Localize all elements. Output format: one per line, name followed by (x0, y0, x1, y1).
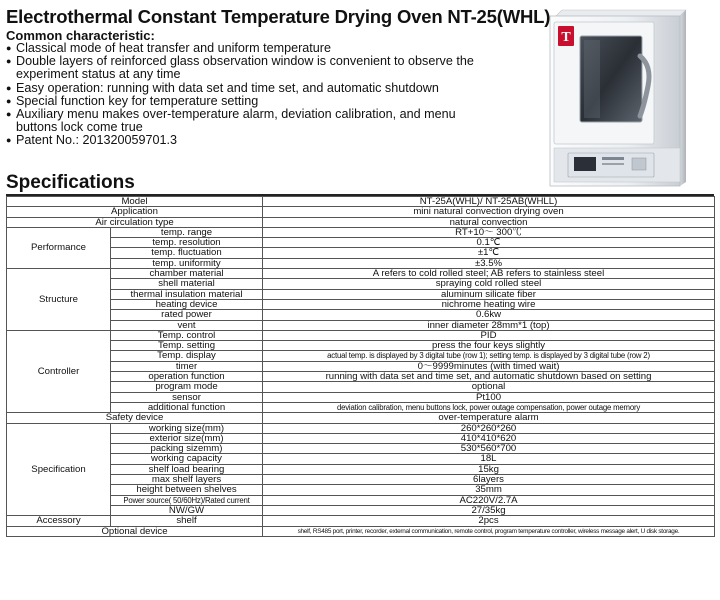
feature-item: ● Special function key for temperature setting (6, 95, 486, 108)
spec-value: inner diameter 28mm*1 (top) (263, 320, 715, 330)
spec-value: AC220V/2.7A (263, 495, 715, 505)
table-row (7, 330, 715, 340)
spec-label: Temp. display (111, 351, 263, 361)
table-row (7, 217, 715, 227)
table-row (7, 258, 715, 268)
table-row (7, 289, 715, 299)
table-row (7, 444, 715, 454)
feature-list (6, 42, 486, 148)
spec-value: NT-25A(WHL)/ NT-25AB(WHLL) (263, 197, 715, 207)
spec-label: temp. resolution (111, 238, 263, 248)
table-row (7, 402, 715, 412)
spec-value: Pt100 (263, 392, 715, 402)
table-row (7, 423, 715, 433)
spec-value: spraying cold rolled steel (263, 279, 715, 289)
table-row (7, 372, 715, 382)
table-row (7, 269, 715, 279)
spec-label: working size(mm) (111, 423, 263, 433)
table-row (7, 279, 715, 289)
spec-label: additional function (111, 402, 263, 412)
spec-value: 260*260*260 (263, 423, 715, 433)
table-row (7, 351, 715, 361)
spec-label: exterior size(mm) (111, 433, 263, 443)
spec-label: NW/GW (111, 505, 263, 515)
spec-label: Safety device (7, 413, 263, 423)
spec-label: rated power (111, 310, 263, 320)
spec-value: optional (263, 382, 715, 392)
spec-value: nichrome heating wire (263, 299, 715, 309)
spec-label: packing sizemm) (111, 444, 263, 454)
table-row (7, 197, 715, 207)
table-row (7, 495, 715, 505)
spec-value: natural convection (263, 217, 715, 227)
spec-value: PID (263, 330, 715, 340)
spec-label: operation function (111, 372, 263, 382)
section-subheading: Common characteristic: (6, 28, 155, 43)
spec-value: 2pcs (263, 516, 715, 526)
table-row (7, 361, 715, 371)
table-row (7, 207, 715, 217)
spec-value: 530*560*700 (263, 444, 715, 454)
table-row (7, 413, 715, 423)
table-row (7, 454, 715, 464)
spec-value: ±3.5% (263, 258, 715, 268)
feature-item: ● Auxiliary menu makes over-temperature alarm, deviation calibration, and menu buttons lock come true (6, 108, 486, 134)
table-row (7, 475, 715, 485)
table-row (7, 516, 715, 526)
spec-value: shelf, RS485 port, printer, recorder, external communication, remote control, program temperature controller, wireless message alert, U disk storage. (263, 526, 715, 536)
table-row (7, 310, 715, 320)
spec-label: height between shelves (111, 485, 263, 495)
brand-logo-letter: T (561, 30, 571, 45)
spec-label: Air circulation type (7, 217, 263, 227)
spec-value: deviation calibration, menu buttons lock, power outage compensation, power outage memory (263, 402, 715, 412)
spec-value: 0.1℃ (263, 238, 715, 248)
table-row (7, 320, 715, 330)
spec-label: Temp. setting (111, 341, 263, 351)
spec-label: Application (7, 207, 263, 217)
spec-label: thermal insulation material (111, 289, 263, 299)
spec-label: Power source( 50/60Hz)/Rated current (111, 495, 263, 505)
spec-label: timer (111, 361, 263, 371)
spec-group-label: Specification (7, 423, 111, 516)
spec-value: ±1℃ (263, 248, 715, 258)
feature-item: ● Double layers of reinforced glass observation window is convenient to observe the experiment status at any time (6, 55, 486, 81)
spec-value: A refers to cold rolled steel; AB refers to stainless steel (263, 269, 715, 279)
spec-label: temp. fluctuation (111, 248, 263, 258)
spec-value: 15kg (263, 464, 715, 474)
spec-label: shelf load bearing (111, 464, 263, 474)
spec-label: temp. uniformity (111, 258, 263, 268)
spec-label: vent (111, 320, 263, 330)
spec-group-label: Structure (7, 269, 111, 331)
table-row (7, 464, 715, 474)
spec-value: 35mm (263, 485, 715, 495)
page-title: Electrothermal Constant Temperature Drying Oven NT-25(WHL) (6, 6, 551, 27)
spec-value: 18L (263, 454, 715, 464)
spec-value: 0.6kw (263, 310, 715, 320)
spec-label: program mode (111, 382, 263, 392)
feature-item: ● Classical mode of heat transfer and uniform temperature (6, 42, 486, 55)
spec-label: sensor (111, 392, 263, 402)
specifications-heading: Specifications (6, 172, 135, 193)
spec-value: running with data set and time set, and automatic shutdown based on setting (263, 372, 715, 382)
spec-value: 0～9999minutes (with timed wait) (263, 361, 715, 371)
table-row (7, 238, 715, 248)
drying-oven-image (540, 6, 690, 188)
spec-label: chamber material (111, 269, 263, 279)
table-row (7, 248, 715, 258)
feature-item: ● Easy operation: running with data set and time set, and automatic shutdown (6, 82, 486, 95)
spec-value: 6layers (263, 475, 715, 485)
spec-value: 410*410*620 (263, 433, 715, 443)
spec-value: actual temp. is displayed by 3 digital tube (row 1); setting temp. is displayed by 3 digital tube (row 2) (263, 351, 715, 361)
feature-item: ● Patent No.: 201320059701.3 (6, 134, 486, 147)
spec-label: Optional device (7, 526, 263, 536)
table-row (7, 433, 715, 443)
table-row (7, 526, 715, 536)
spec-value: aluminum silicate fiber (263, 289, 715, 299)
table-row (7, 227, 715, 237)
table-row (7, 485, 715, 495)
spec-label: Temp. control (111, 330, 263, 340)
spec-value: 27/35kg (263, 505, 715, 515)
spec-value: mini natural convection drying oven (263, 207, 715, 217)
spec-label: working capacity (111, 454, 263, 464)
spec-label: max shelf layers (111, 475, 263, 485)
spec-value: over-temperature alarm (263, 413, 715, 423)
spec-label: shelf (111, 516, 263, 526)
spec-label: shell material (111, 279, 263, 289)
spec-value: RT+10～ 300℃ (263, 227, 715, 237)
spec-label: temp. range (111, 227, 263, 237)
spec-value: press the four keys slightly (263, 341, 715, 351)
spec-group-label: Performance (7, 227, 111, 268)
table-row (7, 392, 715, 402)
table-row (7, 341, 715, 351)
table-row (7, 382, 715, 392)
spec-label: Model (7, 197, 263, 207)
spec-group-label: Controller (7, 330, 111, 412)
spec-label: heating device (111, 299, 263, 309)
table-row (7, 505, 715, 515)
table-row (7, 299, 715, 309)
specifications-table (6, 196, 715, 537)
spec-group-label: Accessory (7, 516, 111, 526)
